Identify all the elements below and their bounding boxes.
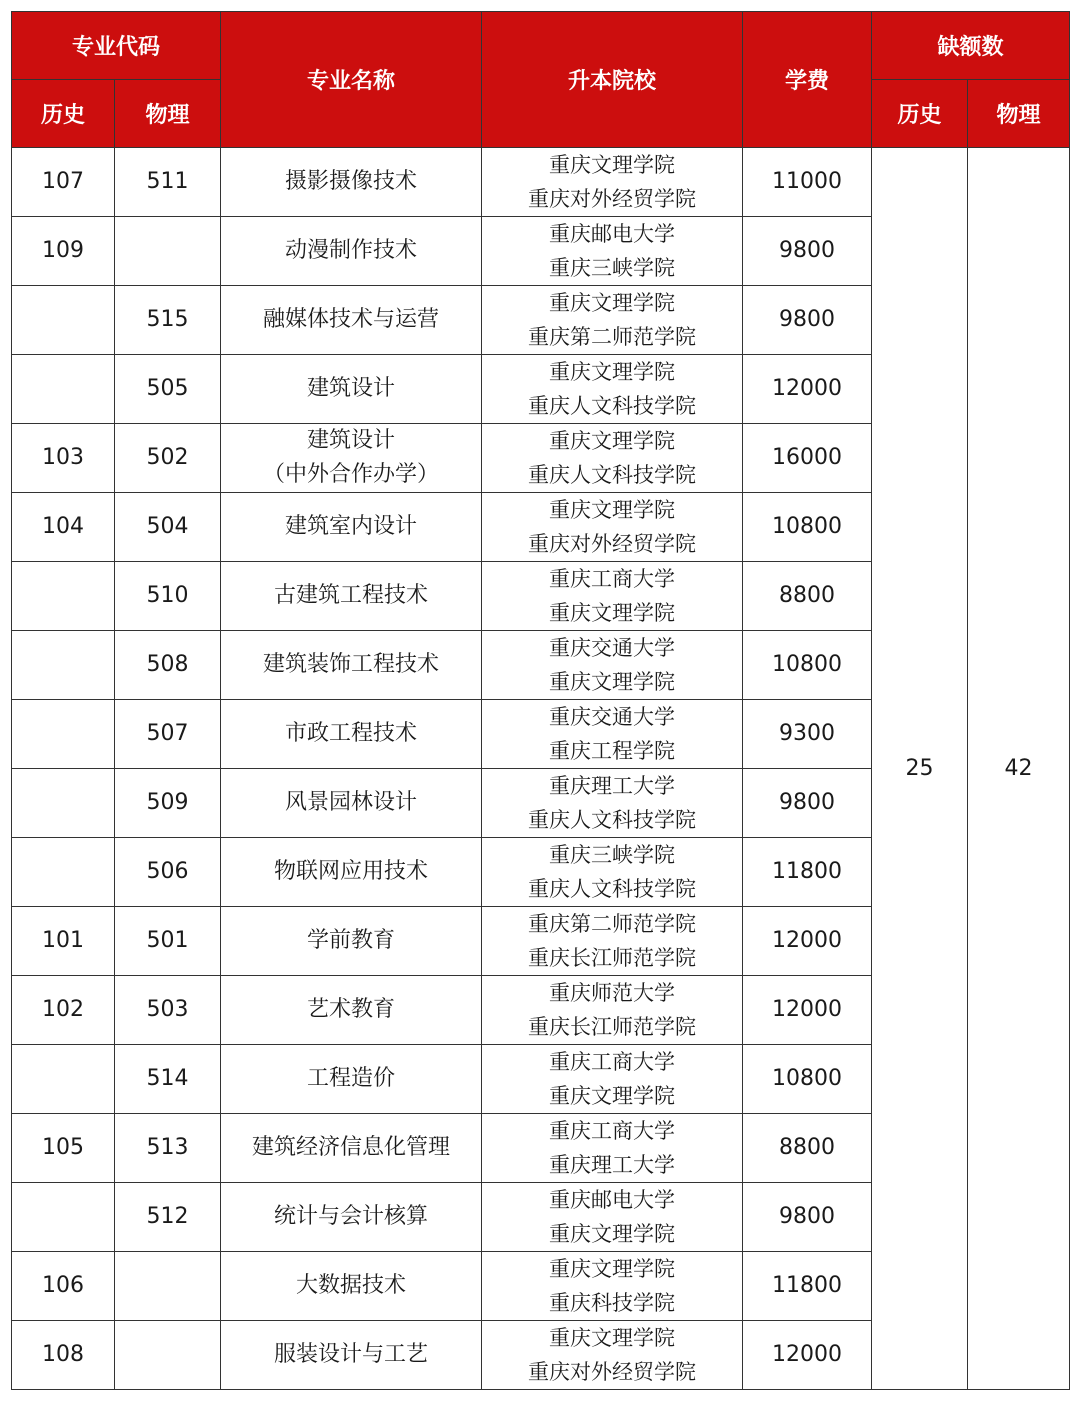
history-code: 101 (12, 907, 115, 976)
university-name: 重庆邮电大学 (549, 1188, 676, 1212)
major-name-line: 摄影摄像技术 (285, 169, 418, 194)
vacancy-physics: 42 (968, 148, 1070, 1390)
university-name: 重庆文理学院 (549, 1222, 676, 1246)
header-vacancy-history: 历史 (872, 80, 968, 148)
tuition-fee: 12000 (743, 907, 872, 976)
physics-code: 514 (115, 1045, 221, 1114)
university-name: 重庆对外经贸学院 (528, 1360, 697, 1384)
major-name (221, 1045, 482, 1114)
university-name: 重庆三峡学院 (549, 256, 676, 280)
tuition-fee: 8800 (743, 1114, 872, 1183)
major-name (221, 1183, 482, 1252)
history-code (12, 1183, 115, 1252)
history-code (12, 631, 115, 700)
university-name: 重庆长江师范学院 (528, 1015, 697, 1039)
history-code: 102 (12, 976, 115, 1045)
university-name: 重庆人文科技学院 (528, 877, 697, 901)
tuition-fee: 9300 (743, 700, 872, 769)
university-list (482, 907, 743, 976)
major-name-line: 大数据技术 (296, 1273, 407, 1298)
header-major-name: 专业名称 (221, 12, 482, 148)
university-name: 重庆文理学院 (549, 670, 676, 694)
history-code (12, 355, 115, 424)
history-code: 104 (12, 493, 115, 562)
tuition-fee: 12000 (743, 355, 872, 424)
major-name (221, 148, 482, 217)
university-list (482, 1183, 743, 1252)
history-code: 109 (12, 217, 115, 286)
header-vacancy-group: 缺额数 (872, 12, 1070, 80)
university-name: 重庆理工大学 (549, 774, 676, 798)
history-code (12, 769, 115, 838)
major-name (221, 907, 482, 976)
header-code-physics: 物理 (115, 80, 221, 148)
physics-code: 503 (115, 976, 221, 1045)
university-list (482, 286, 743, 355)
university-list (482, 631, 743, 700)
physics-code (115, 217, 221, 286)
major-name (221, 217, 482, 286)
header-university: 升本院校 (482, 12, 743, 148)
university-list (482, 424, 743, 493)
history-code: 108 (12, 1321, 115, 1390)
major-name-line: 物联网应用技术 (274, 859, 429, 884)
history-code (12, 286, 115, 355)
history-code: 103 (12, 424, 115, 493)
header-vacancy-physics: 物理 (968, 80, 1070, 148)
table-body (12, 148, 1070, 1390)
university-list (482, 1045, 743, 1114)
university-name: 重庆工商大学 (549, 567, 676, 591)
major-name (221, 1252, 482, 1321)
university-list (482, 769, 743, 838)
university-list (482, 1321, 743, 1390)
university-list (482, 838, 743, 907)
physics-code: 501 (115, 907, 221, 976)
header-code-history: 历史 (12, 80, 115, 148)
university-name: 重庆交通大学 (549, 705, 676, 729)
tuition-fee: 9800 (743, 769, 872, 838)
history-code (12, 838, 115, 907)
physics-code: 510 (115, 562, 221, 631)
major-name-line: 建筑设计 (307, 428, 396, 453)
major-name-line: 工程造价 (307, 1066, 396, 1091)
major-name-line: 动漫制作技术 (285, 238, 418, 263)
university-name: 重庆文理学院 (549, 498, 676, 522)
tuition-fee: 11800 (743, 838, 872, 907)
table-row (12, 148, 1070, 217)
university-name: 重庆第二师范学院 (528, 325, 697, 349)
history-code: 105 (12, 1114, 115, 1183)
major-name-line: 建筑装饰工程技术 (263, 652, 440, 677)
major-name (221, 355, 482, 424)
tuition-fee: 9800 (743, 286, 872, 355)
physics-code: 513 (115, 1114, 221, 1183)
major-name (221, 976, 482, 1045)
tuition-fee: 16000 (743, 424, 872, 493)
university-list (482, 493, 743, 562)
tuition-fee: 10800 (743, 631, 872, 700)
university-name: 重庆工商大学 (549, 1119, 676, 1143)
university-name: 重庆对外经贸学院 (528, 532, 697, 556)
physics-code: 515 (115, 286, 221, 355)
major-name-line: 统计与会计核算 (274, 1204, 429, 1229)
university-name: 重庆对外经贸学院 (528, 187, 697, 211)
university-name: 重庆文理学院 (549, 360, 676, 384)
major-name-line: 建筑室内设计 (285, 514, 418, 539)
tuition-fee: 9800 (743, 217, 872, 286)
major-name-line: 古建筑工程技术 (274, 583, 429, 608)
major-name (221, 562, 482, 631)
university-name: 重庆长江师范学院 (528, 946, 697, 970)
major-name (221, 1114, 482, 1183)
university-list (482, 700, 743, 769)
major-name (221, 424, 482, 493)
physics-code: 505 (115, 355, 221, 424)
physics-code: 508 (115, 631, 221, 700)
university-name: 重庆工程学院 (549, 739, 676, 763)
physics-code (115, 1321, 221, 1390)
history-code (12, 700, 115, 769)
major-name-line: 艺术教育 (307, 997, 396, 1022)
university-list (482, 976, 743, 1045)
tuition-fee: 11800 (743, 1252, 872, 1321)
physics-code: 511 (115, 148, 221, 217)
physics-code: 512 (115, 1183, 221, 1252)
university-name: 重庆文理学院 (549, 429, 676, 453)
major-name (221, 286, 482, 355)
university-name: 重庆第二师范学院 (528, 912, 697, 936)
major-name-line: 建筑设计 (307, 376, 396, 401)
physics-code: 502 (115, 424, 221, 493)
history-code (12, 562, 115, 631)
history-code: 106 (12, 1252, 115, 1321)
major-name (221, 838, 482, 907)
university-name: 重庆理工大学 (549, 1153, 676, 1177)
major-name-line: 学前教育 (307, 928, 396, 953)
major-name-line: 服装设计与工艺 (274, 1342, 429, 1367)
university-name: 重庆交通大学 (549, 636, 676, 660)
vacancy-history: 25 (872, 148, 968, 1390)
university-name: 重庆邮电大学 (549, 222, 676, 246)
physics-code (115, 1252, 221, 1321)
major-name (221, 631, 482, 700)
university-name: 重庆师范大学 (549, 981, 676, 1005)
university-list (482, 1114, 743, 1183)
tuition-fee: 9800 (743, 1183, 872, 1252)
university-name: 重庆文理学院 (549, 601, 676, 625)
university-name: 重庆人文科技学院 (528, 808, 697, 832)
university-list (482, 217, 743, 286)
major-name (221, 493, 482, 562)
tuition-fee: 8800 (743, 562, 872, 631)
university-list (482, 562, 743, 631)
physics-code: 506 (115, 838, 221, 907)
major-name (221, 769, 482, 838)
university-name: 重庆科技学院 (549, 1291, 676, 1315)
university-name: 重庆工商大学 (549, 1050, 676, 1074)
university-name: 重庆文理学院 (549, 291, 676, 315)
university-list (482, 355, 743, 424)
university-name: 重庆文理学院 (549, 1257, 676, 1281)
tuition-fee: 10800 (743, 1045, 872, 1114)
major-name-line: 融媒体技术与运营 (263, 307, 440, 332)
admissions-table (11, 11, 1070, 1390)
tuition-fee: 11000 (743, 148, 872, 217)
university-list (482, 148, 743, 217)
tuition-fee: 10800 (743, 493, 872, 562)
university-name: 重庆人文科技学院 (528, 394, 697, 418)
physics-code: 507 (115, 700, 221, 769)
university-name: 重庆文理学院 (549, 1084, 676, 1108)
university-name: 重庆文理学院 (549, 1326, 676, 1350)
physics-code: 504 (115, 493, 221, 562)
history-code: 107 (12, 148, 115, 217)
tuition-fee: 12000 (743, 976, 872, 1045)
major-name-line: 风景园林设计 (285, 790, 418, 815)
university-name: 重庆人文科技学院 (528, 463, 697, 487)
university-name: 重庆文理学院 (549, 153, 676, 177)
university-list (482, 1252, 743, 1321)
history-code (12, 1045, 115, 1114)
header-code-group: 专业代码 (12, 12, 221, 80)
major-name (221, 700, 482, 769)
university-name: 重庆三峡学院 (549, 843, 676, 867)
header-tuition: 学费 (743, 12, 872, 148)
major-name (221, 1321, 482, 1390)
major-name-line: 建筑经济信息化管理 (252, 1135, 451, 1160)
major-name-line: （中外合作办学） (263, 462, 440, 487)
tuition-fee: 12000 (743, 1321, 872, 1390)
major-name-line: 市政工程技术 (285, 721, 418, 746)
physics-code: 509 (115, 769, 221, 838)
